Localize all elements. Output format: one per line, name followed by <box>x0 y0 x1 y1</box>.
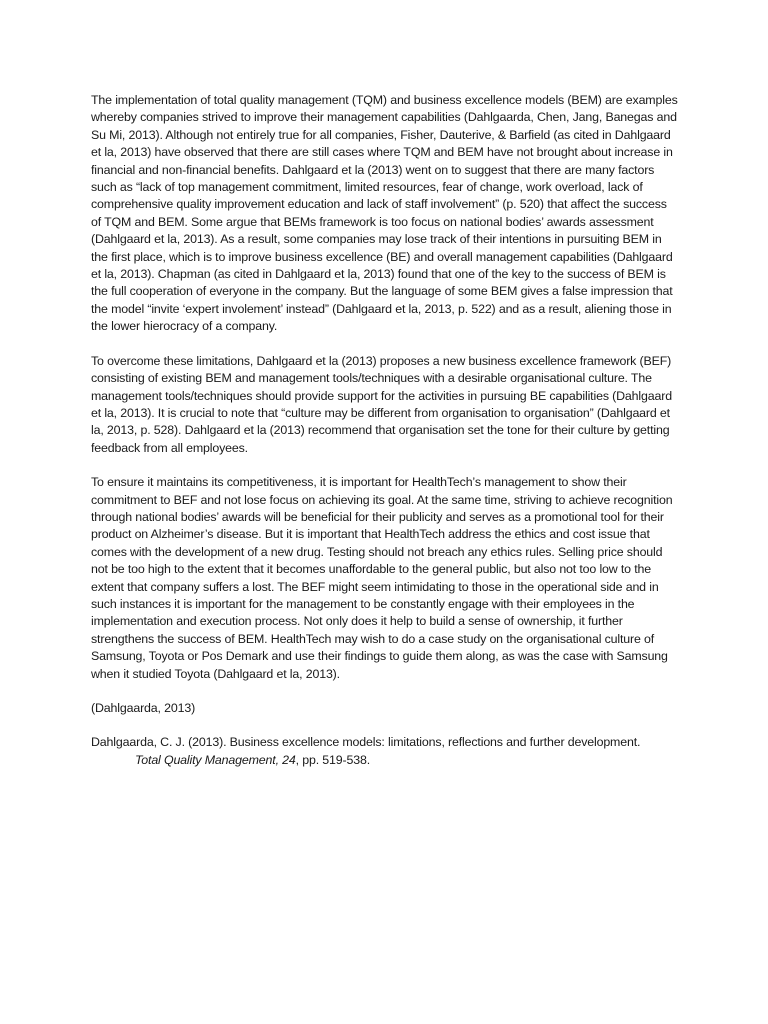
reference-line-1: Dahlgaarda, C. J. (2013). Business excellence models: limitations, reflections and further development. <box>91 735 641 750</box>
paragraph-1: The implementation of total quality management (TQM) and business excellence models (BEM) are examples whereby companies strived to improve their management capabilities (Dahlgaarda, Chen, Jang, Banegas and Su Mi, 2013). Although not entirely true for all companies, Fisher, Dauterive, & Barfield (as cited in Dahlgaard et la, 2013) have observed that there are still cases where TQM and BEM have not brought about increase in financial and non-financial benefits. Dahlgaard et la (2013) went on to suggest that there are many factors such as “lack of top management commitment, limited resources, fear of change, work overload, lack of comprehensive quality improvement education and lack of staff involvement” (p. 520) that affect the success of TQM and BEM. Some argue that BEMs framework is too focus on national bodies’ awards assessment (Dahlgaard et la, 2013). As a result, some companies may lose track of their intentions in pursuiting BEM in the first place, which is to improve business excellence (BE) and overall management capabilities (Dahlgaard et la, 2013). Chapman (as cited in Dahlgaard et la, 2013) found that one of the key to the success of BEM is the full cooperation of everyone in the company. But the language of some BEM gives a false impression that the model “invite ‘expert involement’ instead” (Dahlgaard et la, 2013, p. 522) and as a result, aliening those in the lower hierocracy of a company. <box>91 93 678 334</box>
reference-line-2 <box>91 752 679 769</box>
paragraph-3: To ensure it maintains its competitiveness, it is important for HealthTech’s management to show their commitment to BEF and not lose focus on achieving its goal. At the same time, striving to achieve recognition through national bodies’ awards will be beneficial for their publicity and serves as a promotional tool for their product on Alzheimer’s disease. But it is important that HealthTech address the ethics and cost issue that comes with the development of a new drug. Testing should not breach any ethics rules. Selling price should not be too high to the extent that it becomes unaffordable to the general public, but also not too low to the extent that company suffers a lost. The BEF might seem intimidating to those in the operational side and in such instances it is important for the management to be constantly engage with their employees in the implementation and execution process. Not only does it help to build a sense of ownership, it further strengthens the success of BEM. HealthTech may wish to do a case study on the organisational culture of Samsung, Toyota or Pos Demark and use their findings to guide them along, as was the case with Samsung when it studied Toyota (Dahlgaard et la, 2013). <box>91 475 673 681</box>
reference-entry <box>91 734 679 769</box>
in-text-citation: (Dahlgaarda, 2013) <box>91 701 196 715</box>
reference-journal: Total Quality Management, 24 <box>135 752 296 767</box>
document-page <box>91 92 679 769</box>
reference-pages: , pp. 519-538. <box>295 752 371 767</box>
paragraph-2: To overcome these limitations, Dahlgaard et la (2013) proposes a new business excellence framework (BEF) consisting of existing BEM and management tools/techniques with a desirable organisational culture. The management tools/techniques should provide support for the activities in pursuing BE capabilities (Dahlgaard et la, 2013). It is crucial to note that “culture may be different from organisation to organisation” (Dahlgaard et la, 2013, p. 528). Dahlgaard et la (2013) recommend that organisation set the tone for their culture by getting feedback from all employees. <box>91 353 672 455</box>
